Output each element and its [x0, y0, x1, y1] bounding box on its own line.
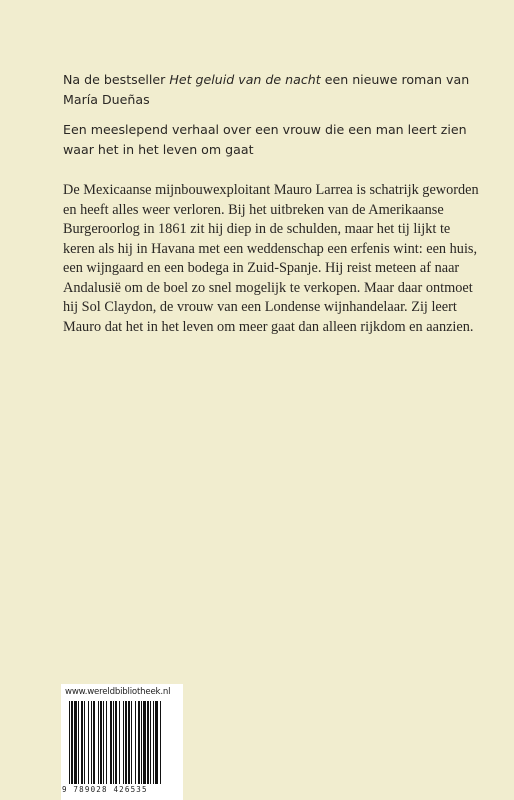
barcode-bar [141, 701, 142, 784]
barcode-bar [110, 701, 112, 784]
barcode-bar [69, 701, 70, 784]
barcode-bar [113, 701, 114, 784]
barcode-bar [143, 701, 146, 784]
cover-tagline-block [63, 70, 483, 170]
barcode-bar [71, 701, 73, 784]
barcode-bar [135, 701, 136, 784]
barcode-bar [93, 701, 95, 784]
barcode-bar [106, 701, 107, 784]
barcode-bar [153, 701, 154, 784]
publisher-url: www.wereldbibliotheek.nl [65, 687, 171, 697]
barcode-bar [98, 701, 99, 784]
isbn-number: 9 789028 426535 [62, 785, 148, 794]
barcode-bar [138, 701, 140, 784]
barcode-bar [103, 701, 104, 784]
barcode-bar [115, 701, 117, 784]
tagline-suffix: een nieuwe roman van María Dueñas [63, 72, 470, 107]
tagline-prefix: Na de bestseller [63, 72, 170, 87]
barcode-bar [88, 701, 89, 784]
barcode-icon [69, 701, 179, 784]
barcode-bar [155, 701, 158, 784]
subtitle: Een meeslepend verhaal over een vrouw die een man leert zien waar het in het leven om gaat [63, 122, 467, 157]
barcode-bar [74, 701, 77, 784]
barcode-bar [125, 701, 127, 784]
blurb-paragraph: De Mexicaanse mijnbouwexploitant Mauro Larrea is schatrijk geworden en heeft alles weer verloren. Bij het uitbreken van de Amerikaanse Burgeroorlog in 1861 zit hij diep in de schulden, maar het tij lijkt te keren als hij in Havana met een weddenschap een erfenis wint: een huis, een wijngaard en een bodega in Zuid-Spanje. Hij reist meteen af naar Andalusië om de boel zo snel mogelijk te verkopen. Maar daar ontmoet hij Sol Claydon, de vrouw van een Londense wijnhandelaar. Zij leert Mauro dat het in het leven om meer gaat dan alleen rijkdom en aanzien. [63, 182, 479, 335]
barcode-bar [150, 701, 151, 784]
barcode-bar [100, 701, 102, 784]
barcode-bar [128, 701, 130, 784]
barcode-label [61, 684, 183, 800]
barcode-bar [131, 701, 132, 784]
barcode-bar [78, 701, 79, 784]
barcode-bar [147, 701, 149, 784]
tagline-book-title: Het geluid van de nacht [169, 72, 321, 87]
barcode-bar [160, 701, 161, 784]
barcode-bar [81, 701, 83, 784]
barcode-bar [119, 701, 120, 784]
barcode-bar [84, 701, 85, 784]
barcode-bar [91, 701, 92, 784]
tagline [63, 70, 483, 110]
barcode-bar [123, 701, 124, 784]
